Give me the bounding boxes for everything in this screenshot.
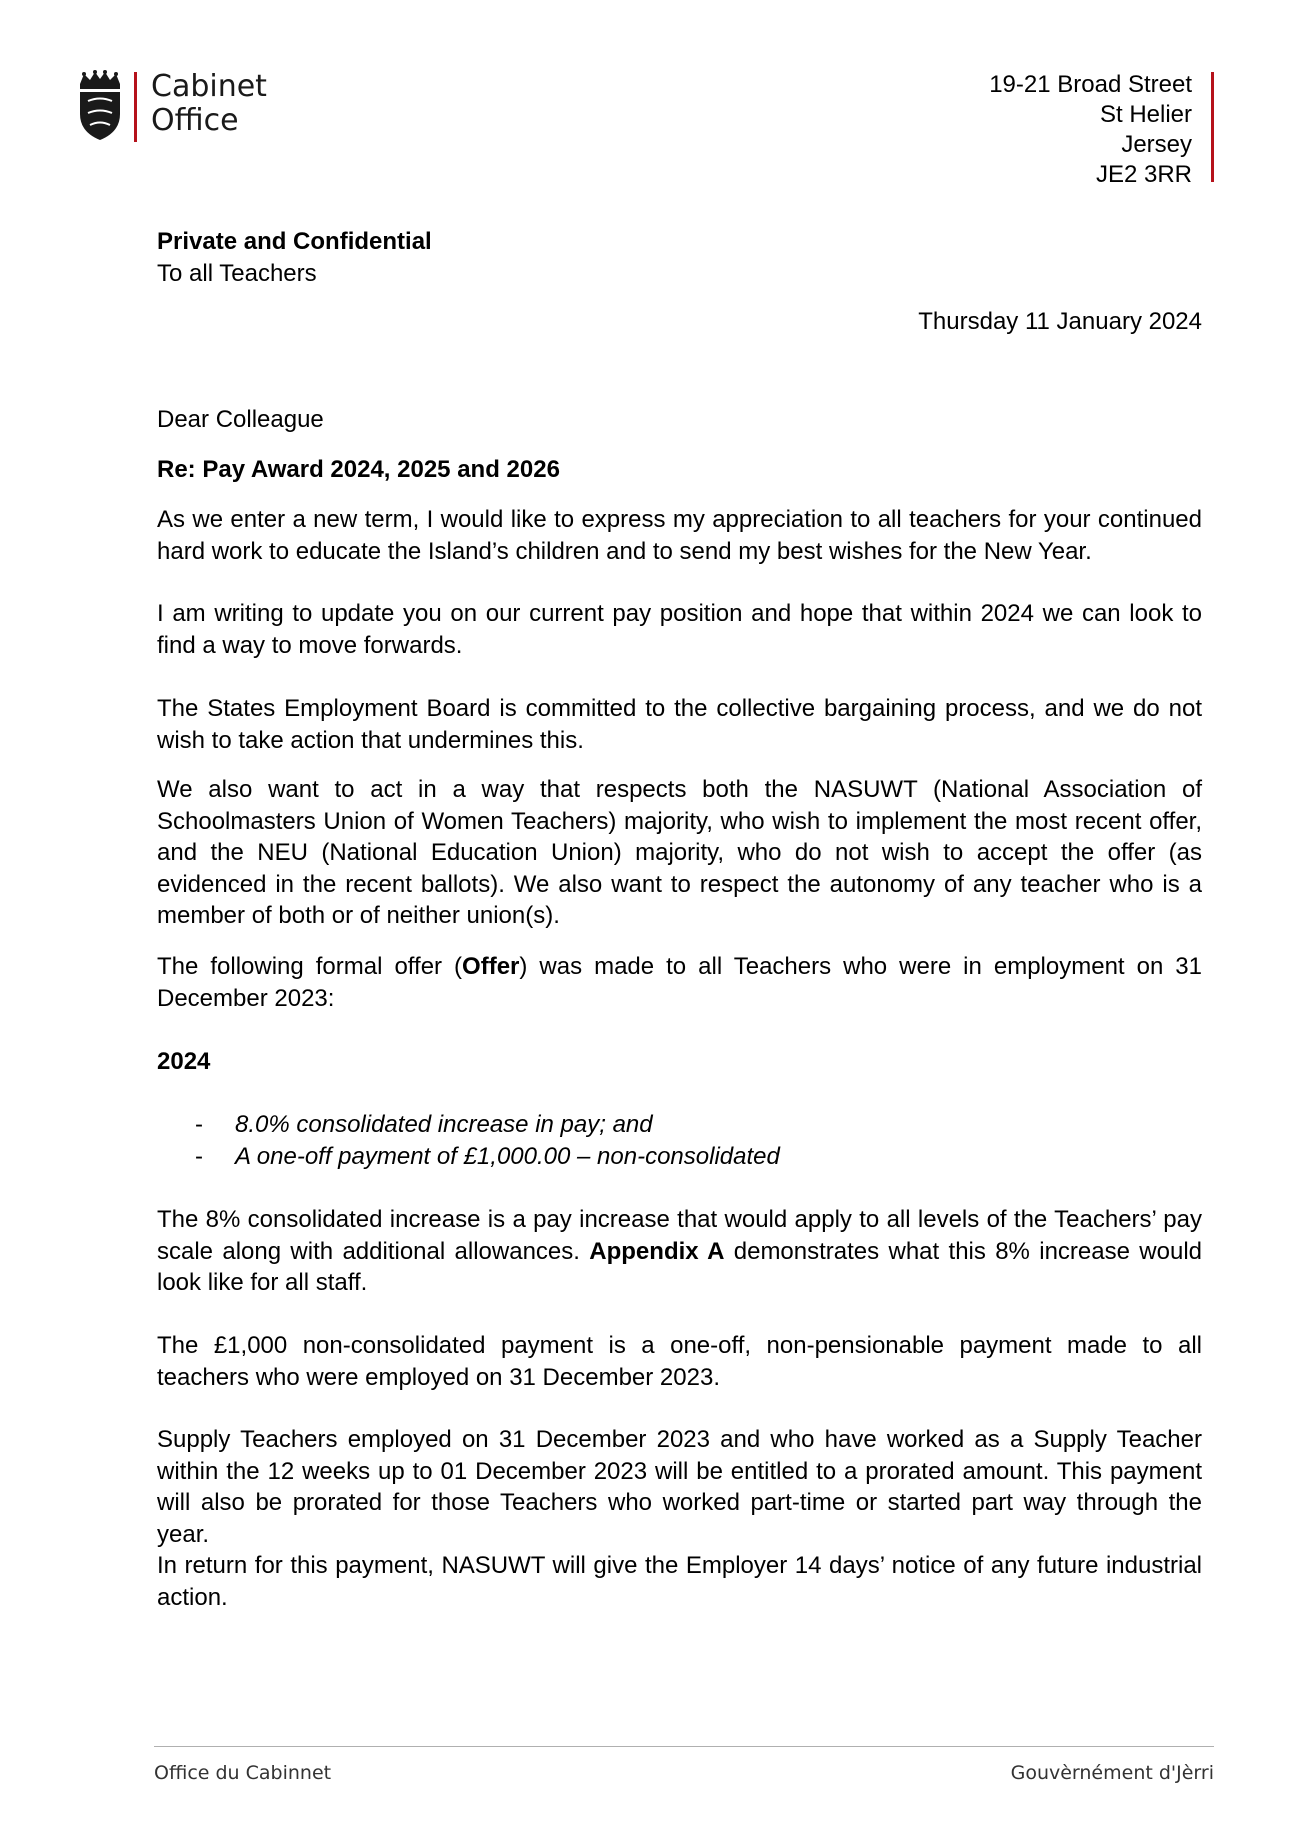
address-divider	[1211, 72, 1214, 182]
recipient-label: To all Teachers	[157, 259, 317, 287]
sender-address	[989, 70, 1192, 190]
subject-line: Re: Pay Award 2024, 2025 and 2026	[157, 456, 560, 483]
jersey-crest-icon	[76, 70, 124, 142]
paragraph-5-end: ) was made to all Teachers who were in employment on 31 December 2023:	[157, 953, 1202, 1012]
paragraph-5-start: The following formal offer (	[157, 953, 463, 980]
address-line: 19-21 Broad Street	[989, 71, 1192, 98]
paragraph-6-start: The 8% consolidated increase is a pay increase that would apply to all levels of the Teachers’ pay scale along with additional allowances.	[157, 1206, 1202, 1265]
footer-left-text: Office du Cabinnet	[154, 1762, 332, 1784]
appendix-reference: Appendix A	[589, 1237, 725, 1265]
logo-line-1: Cabinet	[151, 69, 267, 104]
recipient-block	[157, 226, 1202, 289]
list-item: - 8.0% consolidated increase in pay; and	[195, 1111, 653, 1138]
confidential-label: Private and Confidential	[157, 228, 432, 255]
paragraph-1: As we enter a new term, I would like to express my appreciation to all teachers for your continued hard work to educate the Island’s children and to send my best wishes for the New Year.	[157, 506, 1202, 565]
offer-list	[157, 1109, 1157, 1173]
paragraph-9: In return for this payment, NASUWT will give the Employer 14 days’ notice of any future industrial action.	[157, 1552, 1202, 1611]
paragraph-4: We also want to act in a way that respects both the NASUWT (National Association of Schoolmasters Union of Women Teachers) majority, who wish to implement the most recent offer, and the NEU (National Education Union) majority, who do not wish to accept the offer (as evidenced in the recent ballots). We also want to respect the autonomy of any teacher who is a member of both or of neither union(s).	[157, 776, 1202, 929]
footer-divider	[154, 1746, 1214, 1747]
offer-item-text: 8.0% consolidated increase in pay; and	[235, 1111, 653, 1138]
cabinet-office-logo	[76, 70, 267, 142]
footer-right-text: Gouvèrnément d'Jèrri	[1010, 1762, 1214, 1784]
list-item: - A one-off payment of £1,000.00 – non-consolidated	[195, 1143, 780, 1170]
paragraph-3: The States Employment Board is committed to the collective bargaining process, and we do not wish to take action that undermines this.	[157, 695, 1202, 754]
offer-item-text: A one-off payment of £1,000.00 – non-consolidated	[235, 1143, 780, 1170]
salutation: Dear Colleague	[157, 406, 324, 433]
paragraph-7: The £1,000 non-consolidated payment is a one-off, non-pensionable payment made to all teachers who were employed on 31 December 2023.	[157, 1332, 1202, 1391]
offer-term: Offer	[462, 953, 520, 980]
paragraph-8: Supply Teachers employed on 31 December 2023 and who have worked as a Supply Teacher within the 12 weeks up to 01 December 2023 will be entitled to a prorated amount. This payment will also be prorated for those Teachers who worked part-time or started part way through the year.	[157, 1426, 1202, 1548]
address-line: Jersey	[1121, 131, 1192, 158]
paragraph-6-end: demonstrates what this 8% increase would look like for all staff.	[157, 1237, 1202, 1296]
year-heading: 2024	[157, 1048, 211, 1075]
logo-wordmark	[151, 70, 267, 138]
paragraph-6	[157, 1204, 1202, 1299]
logo-divider	[134, 72, 137, 142]
paragraph-5	[157, 951, 1202, 1014]
address-line: St Helier	[1099, 101, 1192, 128]
address-line: JE2 3RR	[1095, 161, 1192, 188]
paragraph-2: I am writing to update you on our current pay position and hope that within 2024 we can look to find a way to move forwards.	[157, 600, 1202, 659]
logo-line-2: Office	[151, 103, 239, 138]
letter-date: Thursday 11 January 2024	[918, 308, 1202, 335]
